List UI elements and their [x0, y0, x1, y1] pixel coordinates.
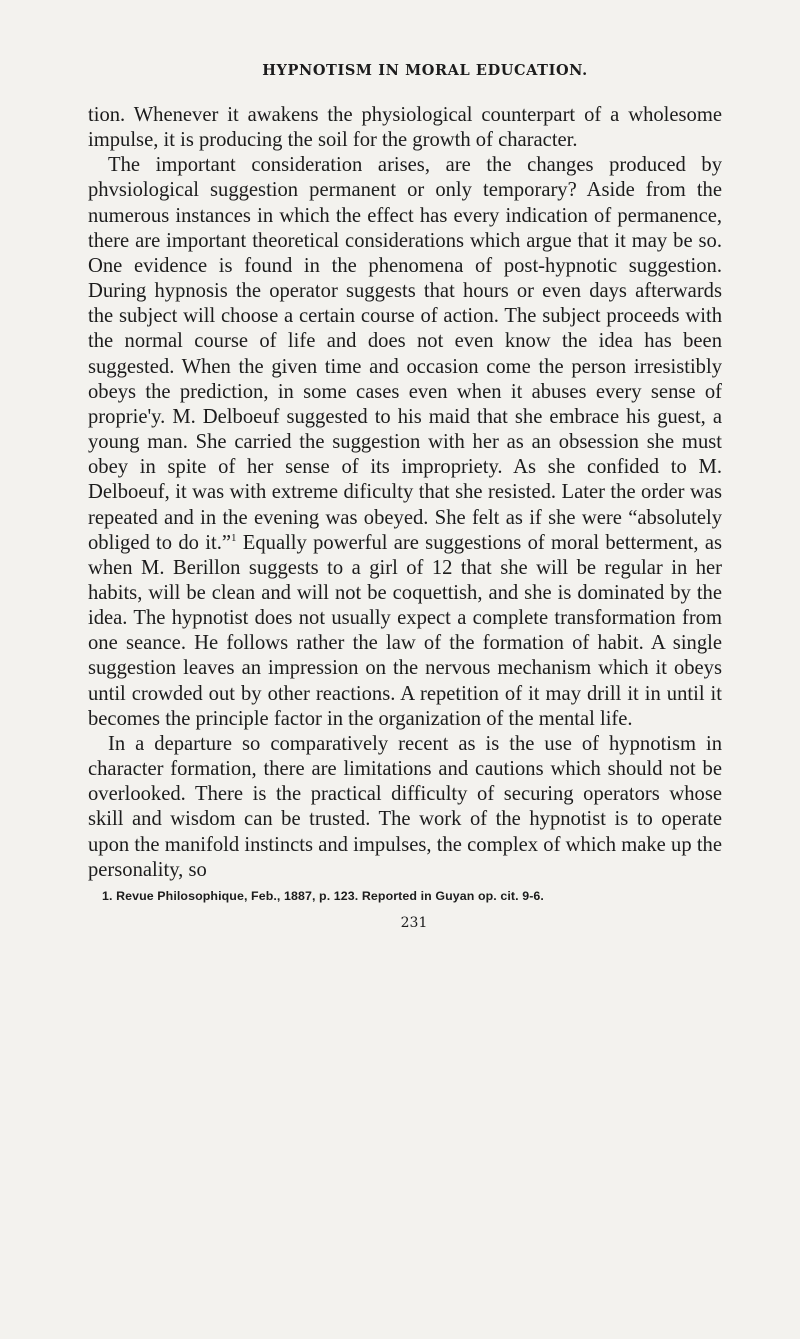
paragraph-1: tion. Whenever it awakens the physiological counterpart of a wholesome impulse, it is producing the soil for the growth of character. [88, 104, 722, 152]
paragraph-2 [88, 153, 722, 732]
paragraph-2-continuation: Equally powerful are suggestions of moral betterment, as when M. Berillon suggests to a girl of 12 that she will be regular in her habits, will be clean and will not be coquettish, and she is dominated by the idea. The hypnotist does not usually expect a complete transformation from one seance. He follows rather the law of the formation of habit. A single suggestion leaves an impression on the nervous mechanism which it obeys until crowded out by other reactions. A repetition of it may drill it in until it becomes the principle factor in the organization of the mental life. [88, 531, 722, 730]
paragraph-2-text: The important consideration arises, are the changes produced by phvsiological suggestion permanent or only temporary? Aside from the numerous instances in which the effect has every indication of permanence, there are important theoretical considerations which argue that it may be so. One evidence is found in the phenomena of post-hypnotic suggestion. During hypnosis the operator suggests that hours or even days afterwards the subject will choose a certain course of action. The subject proceeds with the normal course of life and does not even know the idea has been suggested. When the given time and occasion come the person irresistibly obeys the prediction, in some cases even when it abuses every sense of proprie'y. M. Delboeuf suggested to his maid that she embrace his guest, a young man. She carried the suggestion with her as an obsession she must obey in spite of her sense of its impropriety. As she confided to M. Delboeuf, it was with extreme dificulty that she resisted. Later the order was repeated and in the evening was obeyed. She felt as if she were “absolutely obliged to do it.” [88, 154, 722, 554]
paragraph-3: In a departure so comparatively recent as is the use of hypnotism in character formation, there are limitations and cautions which should not be overlooked. There is the practical difficulty of securing operators whose skill and wisdom can be trusted. The work of the hypnotist is to operate upon the manifold instincts and impulses, the complex of which make up the personality, so [88, 732, 722, 881]
book-page [88, 62, 722, 931]
footnote-reference: 1 [230, 531, 237, 544]
running-head: HYPNOTISM IN MORAL EDUCATION. [262, 62, 588, 79]
footnote: 1. Revue Philosophique, Feb., 1887, p. 123. Reported in Guyan op. cit. 9-6. [102, 888, 544, 903]
body-text [88, 103, 722, 883]
page-number: 231 [400, 914, 428, 931]
